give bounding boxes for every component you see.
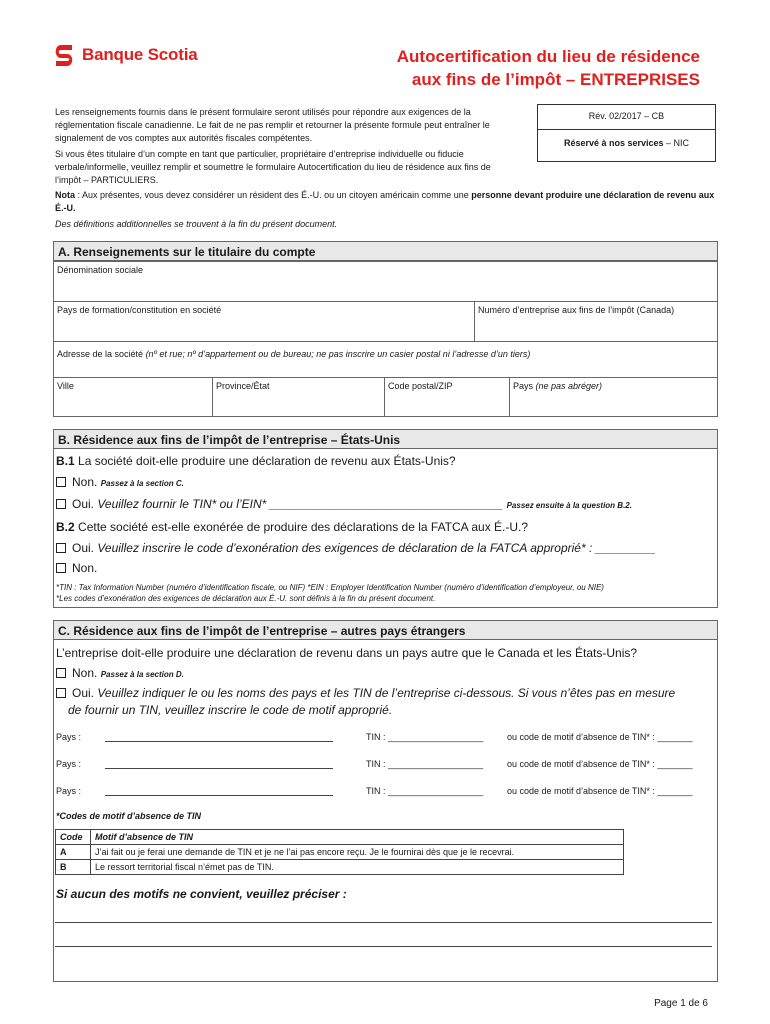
country-row-2-label: Pays : [56,759,82,769]
section-a-title: A. Renseignements sur le titulaire du compte [53,241,718,261]
province-label: Province/État [216,381,270,391]
province-field[interactable] [212,377,385,417]
section-b-title: B. Résidence aux fins de l’impôt de l’entreprise – États-Unis [53,429,718,449]
code-postal-field[interactable] [384,377,510,417]
table-row [56,845,624,860]
c-oui-option[interactable]: Oui. Veuillez indiquer le ou les noms des pays et les TIN de l’entreprise ci-dessous. Si vous n’êtes pas en mesure [56,686,675,700]
c-question: L’entreprise doit-elle produire une déclaration de revenu dans un pays autre que le Canada et les États-Unis? [56,646,638,660]
adresse-field[interactable] [53,341,718,378]
pays-formation-field[interactable] [53,301,475,342]
code-cell: B [56,860,91,875]
codes-title: *Codes de motif d’absence de TIN [56,811,202,821]
pays-formation-label: Pays de formation/constitution en société [57,305,222,315]
motif-row-1[interactable]: ou code de motif d’absence de TIN* : _______ [507,732,693,742]
country-row-3-input[interactable] [105,787,333,796]
country-row-3-label: Pays : [56,786,82,796]
revision-text: Rév. 02/2017 – CB [588,111,665,121]
form-title-line1: Autocertification du lieu de résidence [396,47,700,66]
b1-question: B.1 La société doit-elle produire une déclaration de revenu aux États-Unis? [56,454,456,468]
precisez-line-2[interactable] [55,938,712,947]
tin-row-2[interactable]: TIN : ___________________ [366,759,484,769]
table-header: Code [56,830,91,845]
revision-box [537,104,716,162]
checkbox[interactable] [56,688,66,698]
section-c-title: C. Résidence aux fins de l’impôt de l’entreprise – autres pays étrangers [53,620,718,640]
country-row-1-label: Pays : [56,732,82,742]
b1-non-option[interactable]: Non. Passez à la section C. [56,475,184,489]
b2-oui-option[interactable]: Oui. Veuillez inscrire le code d’exonération des exigences de déclaration de la FATCA approprié* : _________ [56,541,656,555]
code-postal-label: Code postal/ZIP [388,381,453,391]
intro-note [55,189,715,215]
table-row [56,860,624,875]
tin-row-3[interactable]: TIN : ___________________ [366,786,484,796]
b1-oui-option[interactable]: Oui. Veuillez fournir le TIN* ou l’EIN* ___________________________________ Passez ensuite à la question B.2. [56,497,632,511]
b-footnote-1: *TIN : Tax Information Number (numéro d’identification fiscale, ou NIF) *EIN : Employer Identification Number (numéro d’identification d’employeur, ou NIE) [56,583,604,592]
intro-definitions: Des définitions additionnelles se trouvent à la fin du présent document. [55,219,338,229]
b2-non-option[interactable]: Non. [56,561,97,575]
pays-label: Pays (ne pas abréger) [513,381,603,391]
checkbox[interactable] [56,668,66,678]
pays-field[interactable] [509,377,718,417]
page-number: Page 1 de 6 [654,998,708,1009]
checkbox[interactable] [56,543,66,553]
checkbox[interactable] [56,477,66,487]
numero-entreprise-field[interactable] [474,301,718,342]
denomination-field[interactable] [53,261,718,302]
codes-table [55,829,624,875]
tin-row-1[interactable]: TIN : ___________________ [366,732,484,742]
country-row-1-input[interactable] [105,733,333,742]
precisez-label: Si aucun des motifs ne convient, veuillez préciser : [56,887,347,901]
bank-name: Banque Scotia [82,45,198,64]
note-text: : Aux présentes, vous devez considérer un résident des É.-U. ou un citoyen américain comme une [75,190,472,200]
intro-paragraph-2: Si vous êtes titulaire d’un compte en tant que particulier, propriétaire d’entreprise individuelle ou fiducie verbale/informelle, veuillez remplir et soumettre le formulaire Autocertification du lieu de résidence aux fins de l’impôt – PARTICULIERS. [55,149,491,185]
country-row-2-input[interactable] [105,760,333,769]
ville-field[interactable] [53,377,213,417]
note-label: Nota [55,190,75,200]
c-non-option[interactable]: Non. Passez à la section D. [56,666,184,680]
note-bold: personne devant produire une déclaration de revenu aux É.-U. [55,190,715,213]
denomination-label: Dénomination sociale [57,265,144,275]
form-title-line2: aux fins de l’impôt – ENTREPRISES [411,70,700,89]
code-cell: A [56,845,91,860]
motif-cell: Le ressort territorial fiscal n’émet pas de TIN. [91,860,624,875]
scotia-logo-icon [52,42,76,70]
checkbox[interactable] [56,499,66,509]
motif-cell: J’ai fait ou je ferai une demande de TIN et je ne l’ai pas encore reçu. Je le fournirai dès que je le recevrai. [91,845,624,860]
c-oui-text-2: de fournir un TIN, veuillez inscrire le code de motif approprié. [68,703,393,717]
intro-paragraph-1: Les renseignements fournis dans le présent formulaire seront utilisés pour répondre aux exigences de la réglementation fiscale canadienne. Le fait de ne pas remplir et retourner la présente formule peut entraîner le signalement de vos comptes aux autorités fiscales compétentes. [55,107,490,143]
ville-label: Ville [57,381,74,391]
table-header: Motif d’absence de TIN [91,830,624,845]
reserved-text: Réservé à nos services – NIC [538,129,715,148]
b2-question: B.2 Cette société est-elle exonérée de produire des déclarations de la FATCA aux É.-U.? [56,520,529,534]
precisez-line-1[interactable] [55,914,712,923]
adresse-label: Adresse de la société (nº et rue; nº d’appartement ou de bureau; ne pas inscrire un casier postal ni l’adresse d’un tiers) [57,349,531,359]
numero-entreprise-label: Numéro d’entreprise aux fins de l’impôt (Canada) [478,305,675,315]
checkbox[interactable] [56,563,66,573]
b-footnote-2: *Les codes d’exonération des exigences de déclaration aux É.-U. sont définis à la fin du présent document. [56,594,436,603]
table-row [56,830,624,845]
motif-row-2[interactable]: ou code de motif d’absence de TIN* : _______ [507,759,693,769]
motif-row-3[interactable]: ou code de motif d’absence de TIN* : _______ [507,786,693,796]
